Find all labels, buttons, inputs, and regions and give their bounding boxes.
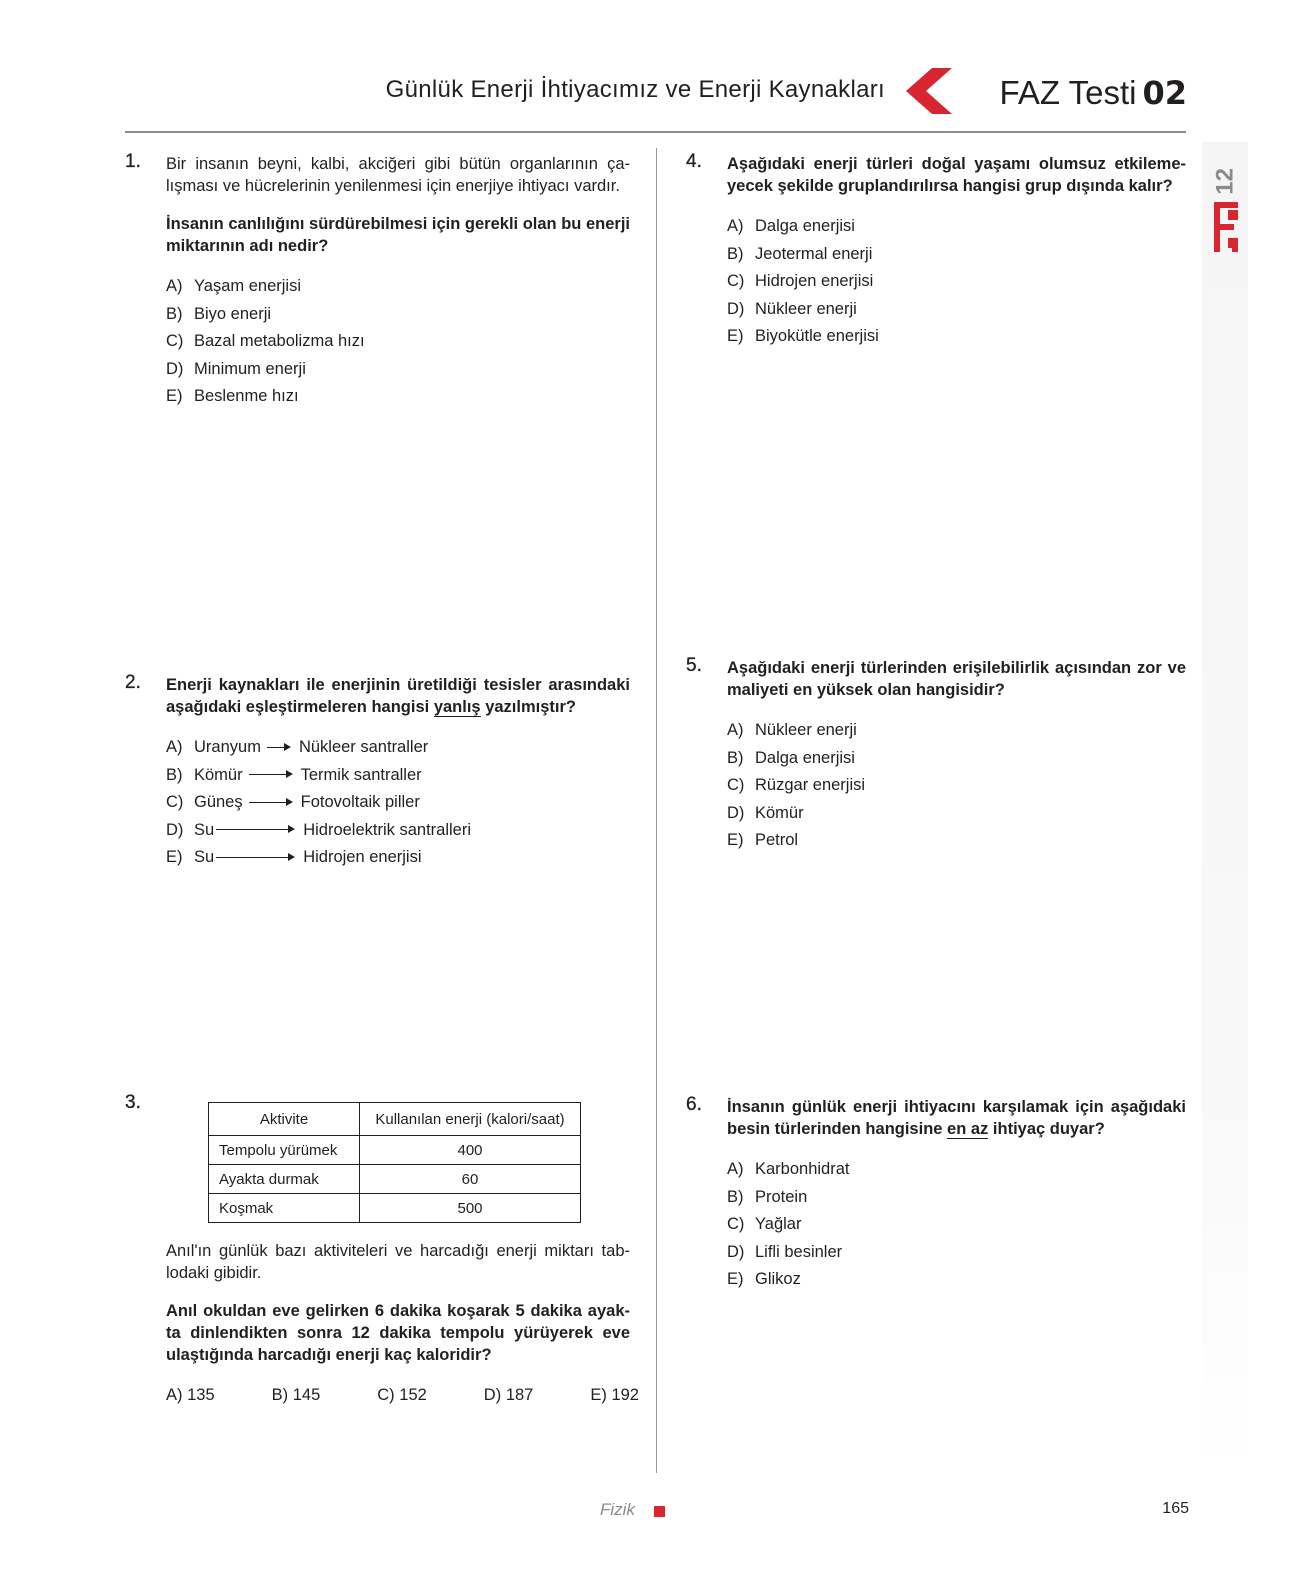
square-icon [654, 1506, 665, 1517]
option-d[interactable]: D) 187 [483, 1386, 534, 1404]
activity-energy-table [208, 1102, 581, 1223]
table-header-row [209, 1103, 581, 1136]
question-1-stem: Bir insanın beyni, kalbi, akciğeri gibi bütün organlarının ça-lışması ve hücrelerinin yenilenmesi için enerjiye ihtiyacı vardır. [166, 155, 630, 195]
option-b[interactable]: B) Biyo enerji [166, 304, 272, 323]
arrow-right-icon [216, 829, 295, 831]
option-c[interactable]: C) Güneş Fotovoltaik piller [166, 793, 420, 811]
question-1 [166, 153, 630, 411]
test-title [1000, 74, 1187, 112]
emphasis-underline: yanlış [433, 698, 481, 716]
footer-subject: Fizik [600, 1500, 635, 1519]
option-e[interactable]: E) Glikoz [727, 1270, 801, 1288]
option-b[interactable]: B) Jeotermal enerji [727, 244, 873, 263]
option-b[interactable]: B) Dalga enerjisi [727, 748, 855, 767]
question-3-stem: Anıl'ın günlük bazı aktiviteleri ve harcadığı enerji miktarı tab-lodaki gibidir. [166, 1242, 630, 1282]
question-5 [727, 657, 1186, 855]
table-cell: 500 [360, 1194, 581, 1223]
question-6-options [727, 1156, 1186, 1294]
side-margin-band [1202, 142, 1248, 1475]
table-row [209, 1165, 581, 1194]
option-a[interactable]: A) Karbonhidrat [727, 1160, 850, 1178]
option-a[interactable]: A) Uranyum Nükleer santraller [166, 738, 429, 756]
arrow-right-icon [249, 774, 293, 776]
table-cell: Koşmak [209, 1194, 360, 1223]
option-c[interactable]: C) Yağlar [727, 1215, 802, 1233]
question-3-options [166, 1384, 639, 1406]
option-e[interactable]: E) Beslenme hızı [166, 387, 299, 405]
option-a[interactable]: A) Yaşam enerjisi [166, 277, 301, 295]
option-b[interactable]: B) 145 [271, 1386, 321, 1404]
question-6-prompt: İnsanın günlük enerji ihtiyacını karşılamak için aşağıdaki besin türlerinden hangisine en az ihtiyaç duyar? [727, 1098, 1186, 1138]
header-divider [125, 131, 1186, 133]
option-d[interactable]: D) Lifli besinler [727, 1242, 843, 1261]
table-cell: Ayakta durmak [209, 1165, 360, 1194]
question-4-prompt: Aşağıdaki enerji türleri doğal yaşamı olumsuz etkileme-yecek şekilde gruplandırılırsa hangisi grup dışında kalır? [727, 155, 1186, 195]
option-b[interactable]: B) Protein [727, 1187, 808, 1206]
option-c[interactable]: C) Hidrojen enerjisi [727, 272, 874, 290]
option-e[interactable]: E) Biyokütle enerjisi [727, 327, 879, 345]
question-3-number: 3. [125, 1092, 141, 1113]
question-1-prompt: İnsanın canlılığını sürdürebilmesi için gerekli olan bu enerji miktarının adı nedir? [166, 215, 630, 255]
table-cell: 400 [360, 1136, 581, 1165]
test-number: 02 [1142, 74, 1187, 112]
question-4-number: 4. [686, 151, 702, 172]
chevron-left-icon [906, 68, 952, 114]
option-e[interactable]: E) Petrol [727, 831, 799, 849]
option-a[interactable]: A) Dalga enerjisi [727, 217, 855, 235]
option-d[interactable]: D) Kömür [727, 803, 804, 822]
option-d[interactable]: D) Su Hidroelektrik santralleri [166, 820, 471, 839]
question-5-number: 5. [686, 655, 702, 676]
question-5-options [727, 717, 1186, 855]
question-6 [727, 1096, 1186, 1294]
faz-logo-mark [1214, 202, 1238, 252]
page-topic-title: Günlük Enerji İhtiyacımız ve Enerji Kaynakları [385, 76, 885, 103]
table-header-cell: Aktivite [209, 1103, 360, 1136]
question-6-number: 6. [686, 1094, 702, 1115]
option-c[interactable]: C) Rüzgar enerjisi [727, 776, 866, 794]
table-header-cell: Kullanılan enerji (kalori/saat) [360, 1103, 581, 1136]
question-2-options [166, 734, 630, 872]
question-1-options [166, 273, 630, 411]
option-c[interactable]: C) Bazal metabolizma hızı [166, 332, 365, 350]
side-grade-number: 12 [1211, 168, 1239, 195]
table-cell: 60 [360, 1165, 581, 1194]
option-d[interactable]: D) Minimum enerji [166, 359, 306, 378]
option-d[interactable]: D) Nükleer enerji [727, 299, 857, 318]
question-2 [166, 674, 630, 872]
arrow-right-icon [249, 802, 293, 804]
question-3 [166, 1240, 639, 1406]
option-e[interactable]: E) 192 [590, 1386, 639, 1404]
arrow-right-icon [267, 747, 291, 749]
test-name: FAZ Testi [999, 74, 1137, 111]
question-3-prompt: Anıl okuldan eve gelirken 6 dakika koşarak 5 dakika ayak-ta dinlendikten sonra 12 dakika tempolu yürüyerek eve ulaştığında harcadığı enerji kaç kaloridir? [166, 1302, 630, 1364]
question-4 [727, 153, 1186, 351]
question-4-options [727, 213, 1186, 351]
column-divider [656, 148, 657, 1473]
table-cell: Tempolu yürümek [209, 1136, 360, 1165]
option-a[interactable]: A) 135 [166, 1386, 215, 1404]
option-c[interactable]: C) 152 [377, 1386, 427, 1404]
question-5-prompt: Aşağıdaki enerji türlerinden erişilebilirlik açısından zor ve maliyeti en yüksek olan hangisidir? [727, 659, 1186, 699]
question-1-number: 1. [125, 151, 141, 172]
arrow-right-icon [216, 857, 295, 859]
table-row [209, 1136, 581, 1165]
option-b[interactable]: B) Kömür Termik santraller [166, 765, 422, 784]
table-row [209, 1194, 581, 1223]
question-2-number: 2. [125, 672, 141, 693]
emphasis-underline: en az [947, 1120, 989, 1138]
option-a[interactable]: A) Nükleer enerji [727, 721, 857, 739]
option-e[interactable]: E) Su Hidrojen enerjisi [166, 848, 422, 866]
question-2-prompt: Enerji kaynakları ile enerjinin üretildiği tesisler arasındaki aşağıdaki eşleştirmeleren hangisi yanlış yazılmıştır? [166, 676, 630, 716]
page-number: 165 [1162, 1500, 1189, 1517]
side-grade-logo [1210, 150, 1242, 256]
